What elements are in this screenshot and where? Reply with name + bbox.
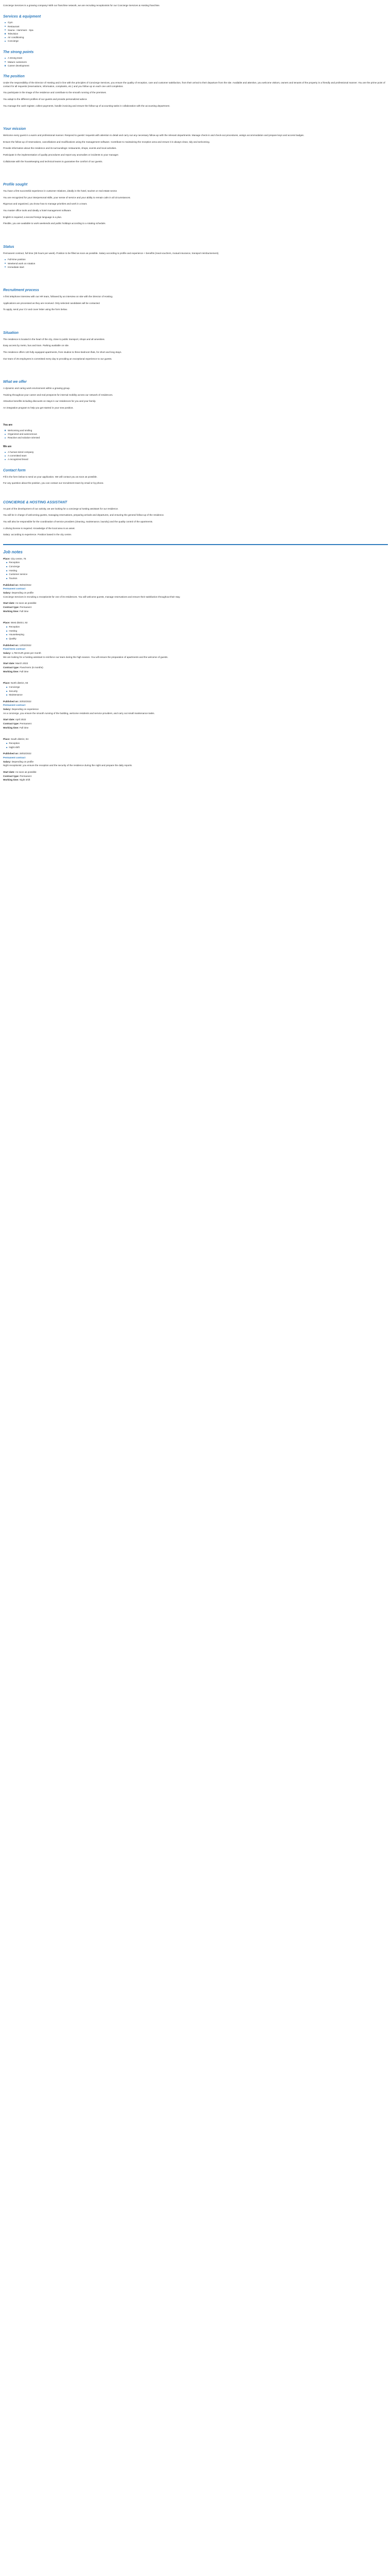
position-paragraph: You manage the cash register, collect payments, handle invoicing and ensure the follow-up of accounting tasks in collaboration with the accounting department. [3,104,170,107]
contact-paragraph: Fill in the form below to send us your application. We will contact you as soon as possible. [3,475,97,478]
profile-paragraph: Flexible, you are available to work weekends and public holidays according to a rotating schedule. [3,222,106,225]
job-type [3,775,388,778]
job-tags [3,561,388,580]
job-tag: ■ Tourism [6,577,388,581]
process-paragraph: To apply, send your CV and cover letter using the form below. [3,308,68,311]
start-label: Start date: [3,718,15,721]
salary-label: Salary: [3,760,11,763]
job-hours [3,726,388,730]
list-item: Concierge [8,40,388,43]
start-label: Start date: [3,662,15,665]
position-paragraph: Under the responsibility of the Director of Hosting and in line with the principles of Concierge Services, you ensure the quality of reception, care and customer satisfaction, from their arrival to their departure from the site. Available and attentive, you welcome visitors, owners and tenants of the property in a friendly and professional manner. You are the prime point of contact for all requests (reservations, information, complaints, etc.) and you follow up on each one until completion. [3,81,385,88]
situation-heading: Situation [3,331,19,335]
job-hours [3,670,388,674]
job-tag: ■ Quality [6,637,388,641]
job-note [3,738,388,782]
job-tag: ■ Reception [6,561,388,565]
hours-value: Full time [19,726,29,729]
hours-label: Working time: [3,609,19,613]
job-tag: ■ Housekeeping [6,633,388,637]
job-salary [3,652,388,655]
we-are-list [3,451,388,462]
hours-value: Night shift [19,778,30,782]
mission-heading: Your mission [3,127,26,131]
job-tag: ■ Concierge [6,686,388,689]
type-value: Permanent [20,606,31,609]
offer-paragraph: A dynamic and caring work environment within a growing group. [3,386,70,389]
type-label: Contract type: [3,722,20,725]
start-value: April 2022 [15,718,26,721]
job-note [3,682,388,730]
location-value: South district, 94 [10,738,29,741]
location-value: North district, 93 [10,682,28,685]
concierge-paragraph: You will also be responsible for the coordination of service providers (cleaning, maintenance, laundry) and the quality control of the apartments. [3,520,153,523]
start-value: As soon as possible [15,602,37,605]
date-value: 05/02/2022 [19,583,31,586]
profile-paragraph: Rigorous and organized, you know how to manage priorities and work in a team. [3,202,88,206]
process-paragraph: Applications are processed as they are received. Only selected candidates will be contacted. [3,301,101,304]
location-label: Place: [3,682,10,685]
job-start [3,771,388,774]
job-tags [3,625,388,641]
list-item: Television [8,32,388,36]
job-tag: ■ Hosting [6,630,388,633]
you-are-list [3,429,388,440]
position-paragraph: You adapt to the different profiles of our guests and provide personalized advice. [3,98,88,101]
concierge-heading: CONCIERGE & HOSTING ASSISTANT [3,501,68,505]
location-label: Place: [3,621,10,624]
position-paragraph: You participate in the image of the residence and contribute to the smooth running of the premises. [3,91,107,94]
job-contract: Fixed-term contract [3,648,25,651]
profile-paragraph: You have a first successful experience in customer relations, ideally in the hotel, tourism or real estate sector. [3,190,118,193]
you-are-heading: You are [3,423,12,427]
job-tags [3,742,388,749]
list-item: Welcoming and smiling [8,429,388,433]
job-tag: ■ Customer service [6,573,388,577]
job-type [3,666,388,670]
salary-label: Salary: [3,651,11,654]
date-label: Published on: [3,700,19,703]
position-heading: The position [3,75,25,79]
job-date [3,752,388,756]
job-type [3,722,388,726]
date-label: Published on: [3,643,19,647]
type-value: Permanent [20,722,31,725]
list-item: Full-time position [8,258,388,262]
job-date [3,644,388,648]
job-notes-heading: Job notes [3,550,23,554]
hours-label: Working time: [3,726,19,729]
contact-heading: Contact form [3,469,26,473]
job-tag: ■ Security [6,690,388,693]
concierge-paragraph: You will be in charge of welcoming guests, managing reservations, preparing arrivals and departures, and ensuring the general follow-up of the residence. [3,514,165,517]
job-description: We are looking for a hosting assistant to reinforce our team during the high season. You will ensure the preparation of apartments and the welcome of guests. [3,655,168,658]
salary-label: Salary: [3,708,11,711]
intro-paragraph: Concierge Services is a growing company! With our franchise network, we are recruiting receptionists for our Concierge Services & Hosting franchise. [3,4,160,7]
type-value: Fixed-term (6 months) [20,666,43,669]
concierge-paragraph: As part of the development of our activity, we are looking for a concierge & hosting assistant for our residence. [3,507,119,510]
status-paragraph: Permanent contract, full time (35 hours per week). Position to be filled as soon as possible. Salary according to profile and experience + benefits (meal vouchers, mutual insurance, transport reimbursement). [3,251,219,255]
mission-paragraph: Collaborate with the housekeeping and technical teams to guarantee the comfort of our guests. [3,160,103,163]
concierge-paragraph: Salary: according to experience. Position based in the city centre. [3,533,72,536]
status-heading: Status [3,245,14,249]
list-item: Air conditioning [8,36,388,40]
job-notes-section [3,544,388,782]
services-list [3,21,388,43]
location-label: Place: [3,738,10,741]
job-location [3,557,388,561]
list-item: A committed team [8,454,388,458]
start-label: Start date: [3,602,15,605]
profile-paragraph: You are recognized for your interpersonal skills, your sense of service and your ability to remain calm in all circumstances. [3,196,131,199]
list-item: Career development [8,64,388,68]
strengths-heading: The strong points [3,50,34,54]
job-description: Concierge Services is recruiting a receptionist for one of its residences. You will welcome guests, manage reservations and ensure their satisfaction throughout their stay. [3,595,181,598]
location-label: Place: [3,557,10,560]
list-item: Restaurant [8,25,388,29]
profile-paragraph: You master office tools and ideally a hotel management software. [3,209,72,212]
job-start [3,662,388,666]
job-tag: ■ Reception [6,742,388,745]
list-item: A human-sized company [8,451,388,454]
salary-label: Salary: [3,591,11,595]
list-item: Gym [8,21,388,25]
concierge-paragraph: A driving license is required. Knowledge of the local area is an asset. [3,527,75,530]
salary-value: 1,750 EUR gross per month [11,651,41,654]
process-heading: Recruitment process [3,289,39,293]
date-label: Published on: [3,583,19,586]
type-label: Contract type: [3,666,20,669]
start-value: March 2022 [15,662,28,665]
job-contract: Permanent contract [3,756,26,759]
situation-paragraph: Our team of 25 employees is committed every day to providing an exceptional experience to our guests. [3,357,112,360]
job-note [3,621,388,673]
start-value: As soon as possible [15,771,37,774]
hours-label: Working time: [3,670,19,673]
job-location [3,682,388,685]
date-value: 28/02/2022 [19,752,31,755]
hours-value: Full time [19,609,29,613]
document-page [0,0,391,782]
type-label: Contract type: [3,606,20,609]
profile-paragraph: English is required; a second foreign language is a plus. [3,215,62,218]
job-tags [3,686,388,697]
date-value: 20/02/2022 [19,700,31,703]
location-value: City centre, 75 [10,557,26,560]
salary-value: Depending on profile [11,760,34,763]
list-item: Reactive and solution-oriented [8,436,388,440]
contact-paragraph: For any question about the position, you can contact our recruitment team by email or by phone. [3,482,104,485]
job-tag: ■ Concierge [6,565,388,569]
job-description: As a concierge, you ensure the smooth running of the building, welcome residents and service providers, and carry out small maintenance tasks. [3,711,155,715]
offer-heading: What we offer [3,380,27,384]
job-hours [3,778,388,782]
job-location [3,621,388,625]
list-item: Organized and autonomous [8,433,388,436]
job-tag: ■ Hosting [6,569,388,573]
we-are-heading: We are [3,445,12,448]
list-item: A strong team [8,57,388,60]
hours-label: Working time: [3,778,19,782]
list-item: A recognized brand [8,458,388,462]
job-contract: Permanent contract [3,587,26,590]
situation-paragraph: The residence offers 120 fully equipped apartments, from studios to three-bedroom flats, for short and long stays. [3,350,122,353]
job-tag: ■ Night shift [6,746,388,750]
offer-paragraph: An integration program to help you get started in your new position. [3,406,74,409]
job-description: Night receptionist: you ensure the reception and the security of the residence during the night and prepare the daily reports. [3,764,133,767]
job-salary [3,708,388,711]
job-tag: ■ Maintenance [6,693,388,697]
offer-paragraph: Attractive benefits including discounts on stays in our residences for you and your family. [3,400,96,403]
list-item: Mature customers [8,61,388,64]
job-note [3,557,388,614]
strengths-list [3,57,388,67]
process-paragraph: A first telephone interview with our HR team, followed by an interview on site with the Director of Hosting. [3,295,113,298]
location-value: West district, 92 [10,621,28,624]
type-label: Contract type: [3,774,20,777]
job-location [3,738,388,741]
mission-paragraph: Provide information about the residence and its surroundings: restaurants, shops, events and local activities. [3,147,117,150]
situation-paragraph: Easy access by metro, bus and tram. Parking available on site. [3,344,69,347]
start-label: Start date: [3,771,15,774]
list-item: Immediate start [8,266,388,269]
date-value: 12/02/2022 [19,643,31,647]
status-list [3,258,388,269]
job-date [3,584,388,587]
mission-paragraph: Ensure the follow-up of reservations, cancellations and modifications using the management software. Contribute to maintaining the reception area and ensure it is always clean, tidy and welcoming. [3,140,210,143]
job-start [3,602,388,605]
job-hours [3,610,388,614]
date-label: Published on: [3,752,19,755]
job-start [3,718,388,722]
list-item: Weekend work on rotation [8,262,388,266]
profile-heading: Profile sought [3,183,28,187]
list-item: Sauna - Hammam - Spa [8,29,388,32]
job-tag: ■ Reception [6,625,388,629]
mission-paragraph: Welcome every guest in a warm and professional manner. Respond to guests' requests with attention to detail and carry out any necessary follow-up with the relevant departments. Manage check-in and check-out procedures, assign accommodation and prepare keys and access badges. [3,134,304,137]
salary-value: Depending on experience [11,708,39,711]
job-date [3,700,388,704]
situation-paragraph: The residence is located in the heart of the city, close to public transport, shops and all amenities. [3,337,105,341]
job-contract: Permanent contract [3,704,26,707]
job-salary [3,591,388,595]
services-heading: Services & equipment [3,14,41,19]
type-value: Permanent [20,774,31,777]
job-salary [3,760,388,764]
job-type [3,606,388,609]
mission-paragraph: Participate in the implementation of quality procedures and report any anomalies or incidents to your manager. [3,154,119,157]
offer-paragraph: Training throughout your career and real prospects for internal mobility across our network of residences. [3,393,113,396]
salary-value: Depending on profile [11,591,34,595]
hours-value: Full time [19,670,29,673]
